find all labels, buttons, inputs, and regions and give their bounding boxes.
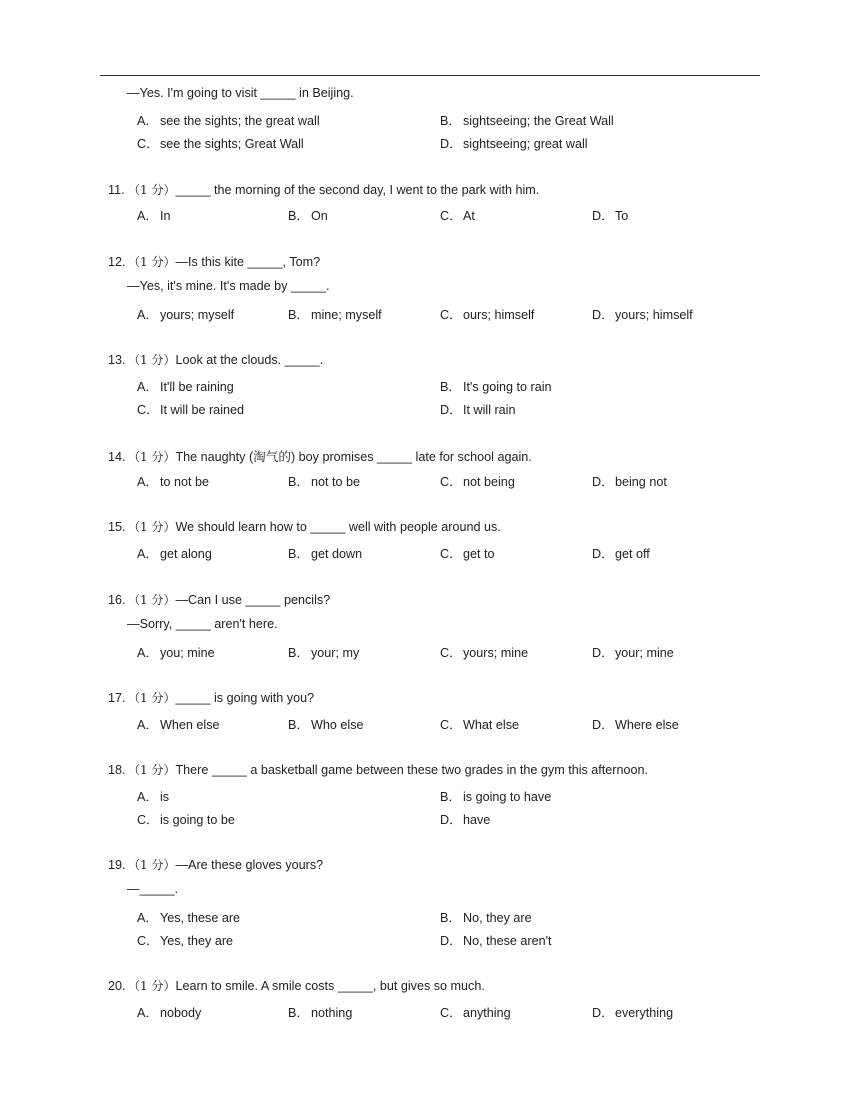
question-text: _____ is going with you? bbox=[175, 691, 315, 705]
question-number: 11. bbox=[108, 183, 125, 197]
option-letter: D． bbox=[592, 1006, 614, 1020]
option-text: To bbox=[615, 209, 629, 223]
option-text: your; my bbox=[311, 646, 360, 660]
question-11-stem bbox=[108, 181, 539, 198]
option-letter: A． bbox=[137, 1006, 158, 1020]
option-text: It will rain bbox=[463, 403, 516, 417]
question-score: （1 分） bbox=[128, 520, 176, 534]
option-B[interactable] bbox=[288, 205, 328, 224]
option-letter: C． bbox=[137, 813, 159, 827]
option-D[interactable] bbox=[592, 543, 650, 562]
question-14-stem bbox=[108, 446, 532, 465]
option-text: get down bbox=[311, 547, 363, 561]
option-B[interactable] bbox=[440, 907, 532, 926]
option-text: No, they are bbox=[463, 911, 532, 925]
option-text: being not bbox=[615, 475, 667, 489]
option-letter: A． bbox=[137, 380, 158, 394]
option-A[interactable] bbox=[137, 205, 171, 224]
option-C[interactable] bbox=[440, 1002, 511, 1021]
option-letter: C． bbox=[440, 209, 462, 223]
option-letter: D． bbox=[440, 403, 462, 417]
option-letter: D． bbox=[440, 813, 462, 827]
question-16-stem bbox=[108, 591, 330, 608]
question-number: 18. bbox=[108, 763, 126, 777]
option-text: Yes, they are bbox=[160, 934, 234, 948]
option-text: see the sights; Great Wall bbox=[160, 137, 304, 151]
option-text: not to be bbox=[311, 475, 361, 489]
option-text: to not be bbox=[160, 475, 210, 489]
option-letter: D． bbox=[592, 646, 614, 660]
option-text: It'll be raining bbox=[160, 380, 234, 394]
option-letter: D． bbox=[592, 718, 614, 732]
option-text: yours; himself bbox=[615, 308, 693, 322]
option-C[interactable] bbox=[137, 809, 235, 828]
option-D[interactable] bbox=[440, 133, 588, 152]
option-text: Yes, these are bbox=[160, 911, 241, 925]
question-score: （1 分） bbox=[128, 450, 176, 464]
option-letter: B． bbox=[288, 475, 309, 489]
option-C[interactable] bbox=[440, 304, 534, 323]
option-D[interactable] bbox=[592, 471, 667, 490]
option-A[interactable] bbox=[137, 1002, 201, 1021]
option-letter: C． bbox=[440, 308, 462, 322]
question-score: （1 分） bbox=[128, 255, 176, 269]
option-A[interactable] bbox=[137, 786, 169, 805]
question-15-stem bbox=[108, 518, 501, 535]
option-text: is going to have bbox=[463, 790, 552, 804]
question-19-stem bbox=[108, 856, 323, 873]
option-letter: B． bbox=[288, 718, 309, 732]
option-letter: C． bbox=[440, 1006, 462, 1020]
header-rule bbox=[100, 75, 760, 76]
option-letter: B． bbox=[288, 547, 309, 561]
question-12-line-2: —Yes, it's mine. It's made by _____. bbox=[127, 279, 330, 293]
option-text: not being bbox=[463, 475, 515, 489]
option-text: Who else bbox=[311, 718, 364, 732]
question-number: 13. bbox=[108, 353, 126, 367]
option-text: you; mine bbox=[160, 646, 215, 660]
option-D[interactable] bbox=[440, 809, 490, 828]
option-B[interactable] bbox=[440, 786, 551, 805]
question-text: —Can I use _____ pencils? bbox=[175, 593, 331, 607]
option-B[interactable] bbox=[288, 304, 382, 323]
question-number: 12. bbox=[108, 255, 126, 269]
question-score: （1 分） bbox=[128, 593, 176, 607]
option-letter: D． bbox=[592, 209, 614, 223]
option-D[interactable] bbox=[592, 205, 628, 224]
option-text: On bbox=[311, 209, 328, 223]
option-C[interactable] bbox=[440, 543, 495, 562]
question-text: _____ the morning of the second day, I went to the park with him. bbox=[175, 183, 540, 197]
question-number: 19. bbox=[108, 858, 126, 872]
option-text: It will be rained bbox=[160, 403, 244, 417]
option-text: everything bbox=[615, 1006, 674, 1020]
option-B[interactable] bbox=[440, 110, 614, 129]
option-text: What else bbox=[463, 718, 519, 732]
option-D[interactable] bbox=[592, 714, 679, 733]
question-text: There _____ a basketball game between these two grades in the gym this afternoon. bbox=[175, 763, 649, 777]
option-D[interactable] bbox=[440, 930, 552, 949]
question-text: —Is this kite _____, Tom? bbox=[175, 255, 321, 269]
option-C[interactable] bbox=[137, 133, 304, 152]
option-letter: A． bbox=[137, 209, 158, 223]
option-letter: B． bbox=[440, 380, 461, 394]
question-number: 16. bbox=[108, 593, 126, 607]
option-letter: B． bbox=[288, 646, 309, 660]
option-letter: C． bbox=[440, 646, 462, 660]
option-letter: C． bbox=[137, 403, 159, 417]
option-text: At bbox=[463, 209, 475, 223]
option-letter: C． bbox=[137, 934, 159, 948]
option-text: Where else bbox=[615, 718, 679, 732]
option-letter: B． bbox=[440, 911, 461, 925]
option-text: sightseeing; the Great Wall bbox=[463, 114, 614, 128]
option-C[interactable] bbox=[440, 642, 528, 661]
question-score: （1 分） bbox=[128, 763, 176, 777]
option-letter: A． bbox=[137, 790, 158, 804]
option-B[interactable] bbox=[288, 642, 359, 661]
question-score: （1 分） bbox=[128, 183, 176, 197]
option-text: is going to be bbox=[160, 813, 235, 827]
option-letter: D． bbox=[592, 308, 614, 322]
question-17-stem bbox=[108, 689, 314, 706]
option-letter: A． bbox=[137, 308, 158, 322]
option-text: mine; myself bbox=[311, 308, 382, 322]
option-B[interactable] bbox=[288, 1002, 352, 1021]
question-score: （1 分） bbox=[128, 691, 176, 705]
option-C[interactable] bbox=[137, 399, 244, 418]
question-number: 17. bbox=[108, 691, 126, 705]
option-text: have bbox=[463, 813, 491, 827]
option-letter: A． bbox=[137, 475, 158, 489]
option-D[interactable] bbox=[592, 1002, 673, 1021]
option-text: nobody bbox=[160, 1006, 202, 1020]
question-text: The naughty (淘气的) boy promises _____ late for school again. bbox=[175, 450, 532, 464]
option-letter: A． bbox=[137, 547, 158, 561]
option-A[interactable] bbox=[137, 110, 320, 129]
option-text: anything bbox=[463, 1006, 511, 1020]
option-text: get along bbox=[160, 547, 212, 561]
option-text: yours; mine bbox=[463, 646, 529, 660]
option-text: your; mine bbox=[615, 646, 674, 660]
option-text: see the sights; the great wall bbox=[160, 114, 320, 128]
option-C[interactable] bbox=[440, 471, 515, 490]
option-A[interactable] bbox=[137, 471, 209, 490]
option-letter: D． bbox=[440, 137, 462, 151]
option-letter: C． bbox=[440, 547, 462, 561]
option-B[interactable] bbox=[288, 714, 364, 733]
option-C[interactable] bbox=[440, 714, 519, 733]
option-letter: B． bbox=[288, 209, 309, 223]
option-letter: A． bbox=[137, 646, 158, 660]
question-18-stem bbox=[108, 761, 648, 778]
question-text: —Are these gloves yours? bbox=[175, 858, 324, 872]
question-12-stem bbox=[108, 253, 320, 270]
question-20-stem bbox=[108, 977, 485, 994]
option-A[interactable] bbox=[137, 642, 215, 661]
question-text: Look at the clouds. _____. bbox=[175, 353, 324, 367]
option-letter: C． bbox=[440, 718, 462, 732]
question-text: Learn to smile. A smile costs _____, but gives so much. bbox=[175, 979, 485, 993]
option-A[interactable] bbox=[137, 304, 234, 323]
option-text: No, these aren't bbox=[463, 934, 552, 948]
option-text: sightseeing; great wall bbox=[463, 137, 588, 151]
option-text: It's going to rain bbox=[463, 380, 552, 394]
option-text: get off bbox=[615, 547, 650, 561]
option-letter: B． bbox=[288, 308, 309, 322]
option-text: nothing bbox=[311, 1006, 353, 1020]
option-D[interactable] bbox=[592, 304, 693, 323]
option-C[interactable] bbox=[137, 930, 233, 949]
question-score: （1 分） bbox=[128, 353, 176, 367]
option-D[interactable] bbox=[440, 399, 515, 418]
option-B[interactable] bbox=[440, 376, 552, 395]
question-number: 15. bbox=[108, 520, 126, 534]
option-letter: A． bbox=[137, 114, 158, 128]
option-A[interactable] bbox=[137, 907, 240, 926]
option-text: ours; himself bbox=[463, 308, 535, 322]
option-letter: C． bbox=[137, 137, 159, 151]
option-text: When else bbox=[160, 718, 220, 732]
option-letter: B． bbox=[440, 114, 461, 128]
option-B[interactable] bbox=[288, 471, 360, 490]
question-19-line-2: —_____. bbox=[127, 882, 179, 896]
option-C[interactable] bbox=[440, 205, 475, 224]
option-letter: D． bbox=[440, 934, 462, 948]
option-B[interactable] bbox=[288, 543, 362, 562]
option-A[interactable] bbox=[137, 543, 212, 562]
question-score: （1 分） bbox=[128, 858, 176, 872]
option-A[interactable] bbox=[137, 714, 220, 733]
question-13-stem bbox=[108, 351, 323, 368]
option-letter: B． bbox=[288, 1006, 309, 1020]
option-text: In bbox=[160, 209, 171, 223]
option-A[interactable] bbox=[137, 376, 234, 395]
option-text: is bbox=[160, 790, 170, 804]
option-text: get to bbox=[463, 547, 495, 561]
question-text: We should learn how to _____ well with people around us. bbox=[175, 520, 501, 534]
question-16-line-2: —Sorry, _____ aren't here. bbox=[127, 617, 278, 631]
option-text: yours; myself bbox=[160, 308, 235, 322]
option-letter: D． bbox=[592, 475, 614, 489]
question-score: （1 分） bbox=[128, 979, 176, 993]
option-letter: D． bbox=[592, 547, 614, 561]
question-number: 14. bbox=[108, 450, 126, 464]
option-D[interactable] bbox=[592, 642, 674, 661]
question-10-continuation-line: —Yes. I'm going to visit _____ in Beijing. bbox=[127, 86, 354, 100]
option-letter: B． bbox=[440, 790, 461, 804]
option-letter: A． bbox=[137, 718, 158, 732]
option-letter: C． bbox=[440, 475, 462, 489]
question-number: 20. bbox=[108, 979, 126, 993]
option-letter: A． bbox=[137, 911, 158, 925]
